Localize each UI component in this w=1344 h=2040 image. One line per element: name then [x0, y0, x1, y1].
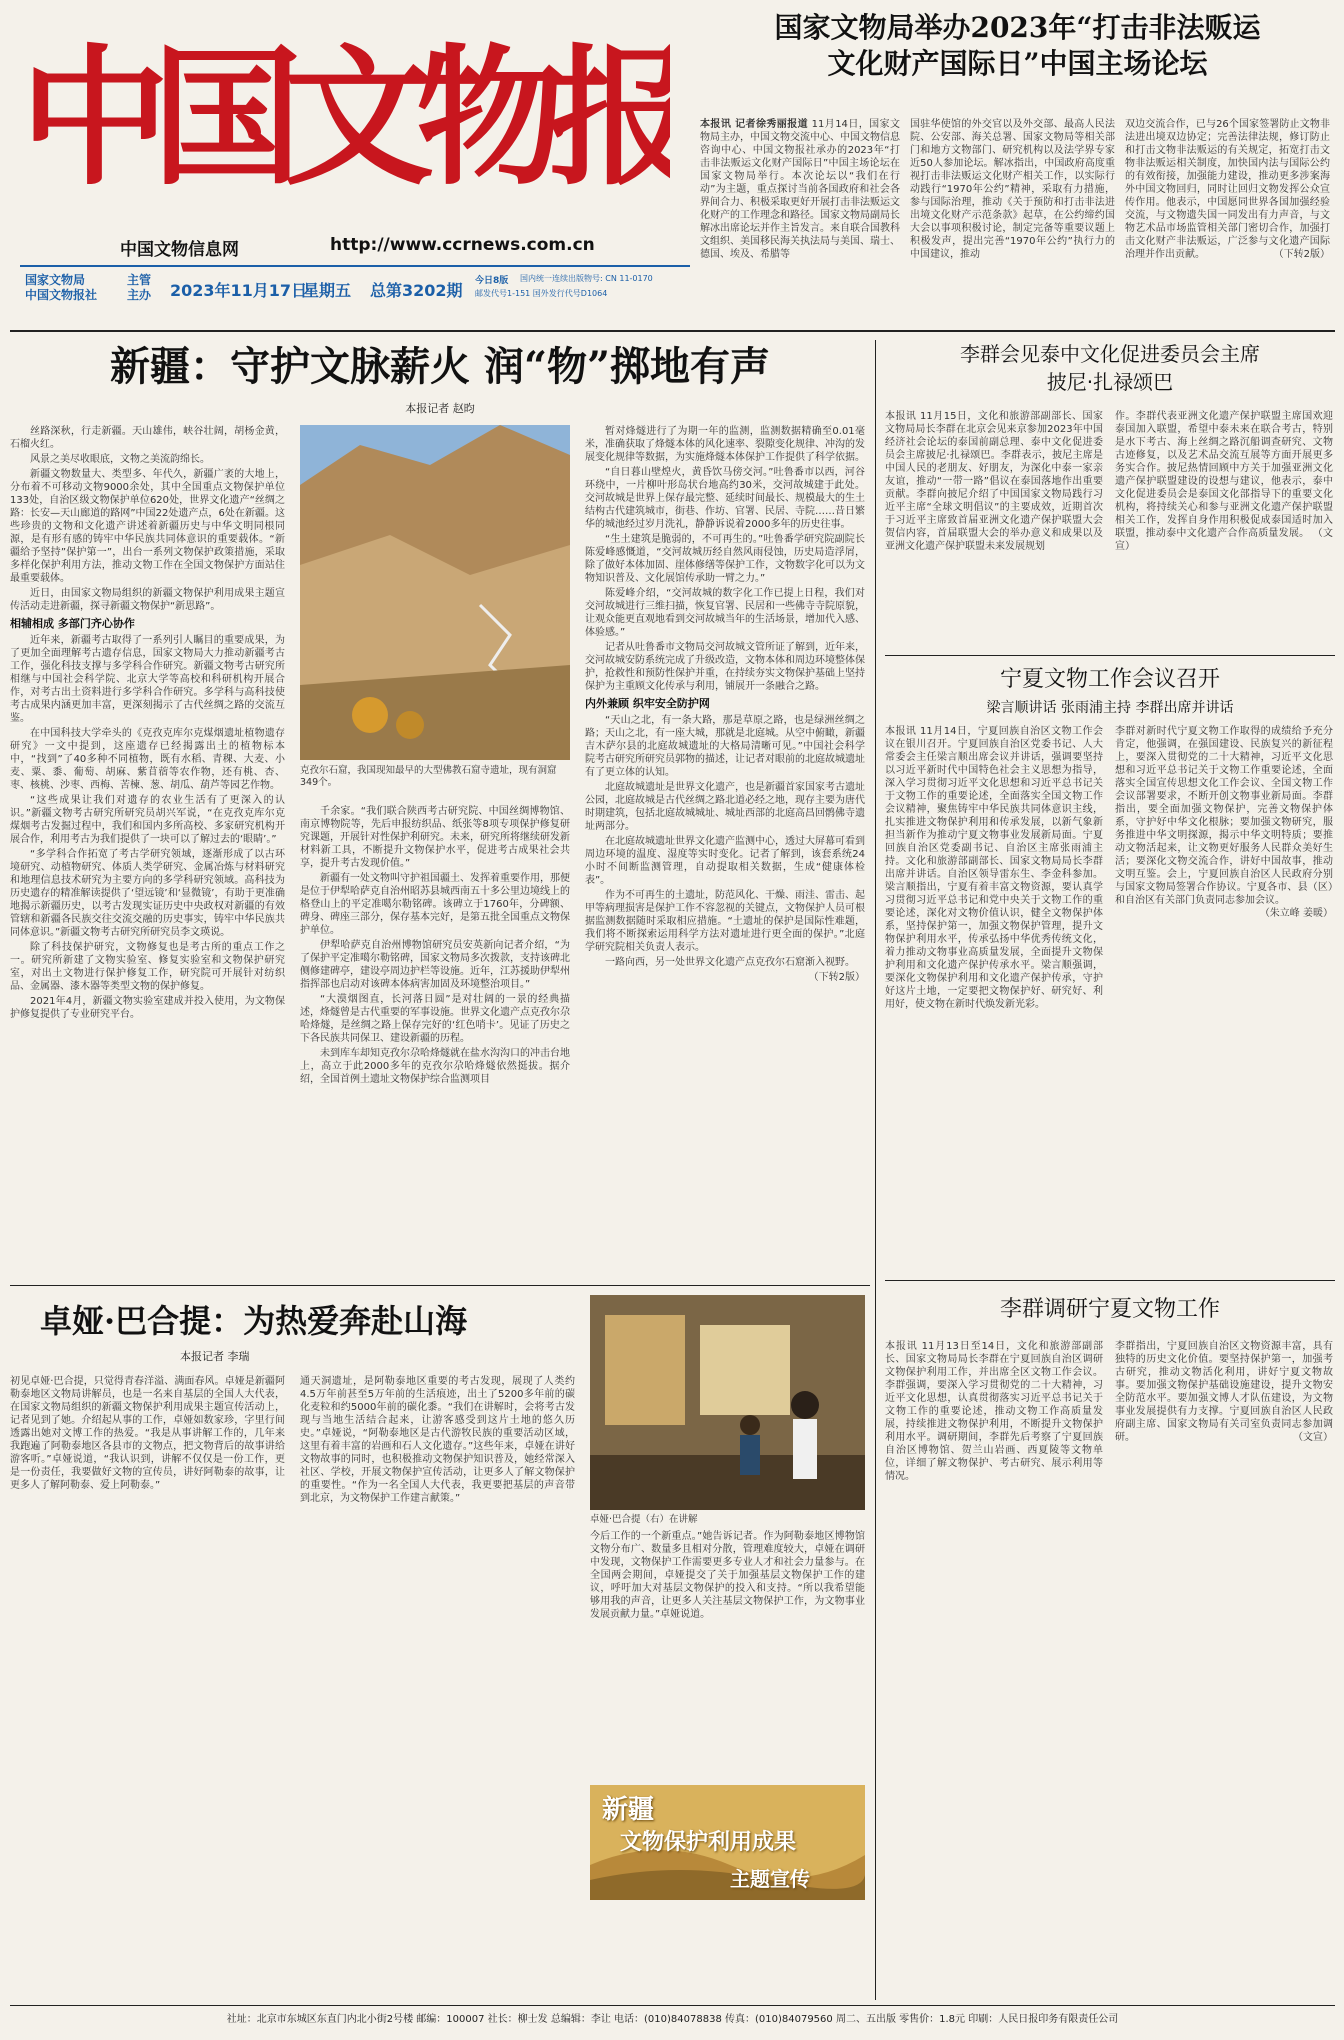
liqun-meeting-end: （文宣） — [1115, 528, 1333, 552]
banner-title3: 主题宣传 — [730, 1867, 810, 1891]
xinjiang-c2p2: 新疆有一处文物叫守护祖国疆土、发挥着重要作用，那便是位于伊犁哈萨克自治州昭苏县城西南五十多公里边境线上的格登山上的平定准噶尔勒铭碑。该碑立于1760年，分碑额、碑身、碑座三部分，保存基本完好，是第五批全国重点文物保护单位。 — [300, 873, 570, 936]
liqun-meeting-col2 — [1115, 410, 1333, 645]
top-story-col1 — [700, 118, 900, 261]
cliff-landscape-icon — [300, 425, 570, 760]
site-url[interactable]: http://www.ccrnews.com.cn — [330, 235, 595, 255]
liqun-divider — [885, 655, 1335, 656]
xinjiang-p1: 丝路深秋，行走新疆。天山雄伟，峡谷壮阔，胡杨金黄，石榴火红。 — [10, 426, 285, 450]
postal-code: 邮发代号1-151 国外发行代号D1064 — [475, 289, 608, 298]
masthead-divider — [10, 330, 1335, 332]
liqun-research-title: 李群调研宁夏文物工作 — [999, 1297, 1220, 1322]
xinjiang-article — [10, 340, 870, 1280]
xinjiang-p5: 近年来，新疆考古取得了一系列引人瞩目的重要成果，为了更加全面理解考古遗存信息，国家文物局大力推动新疆考古工作，强化科技支撑与多学科合作研究。新疆文物考古研究所相继与中国社会科学院、北京大学等高校和科研机构开展合作，对考古出土资料进行多学科合作研究。多学科与高科技使考古成果内涵更加丰富，更深刻揭示了古代丝绸之路的交流互鉴。 — [10, 635, 285, 724]
xinjiang-p6: 在中国科技大学牵头的《克孜克库尔克煤烟遗址植物遗存研究》一文中提到，这座遗存已经揭露出土的植物标本中，“找到”了40多种不同植物，既有水稻、青稞、大麦、小麦、粟、黍、葡萄、胡麻、紫苜蓿等农作物，还有桃、杏、枣、核桃、沙枣、西梅、苦楝、葱、胡瓜、葫芦等园艺作物。 — [10, 728, 285, 791]
xinjiang-p3: 新疆文物数量大、类型多、年代久，新疆广袤的大地上，分布着不可移动文物9000余处，其中全国重点文物保护单位133处，自治区级文物保护单位620处，世界文化遗产“丝绸之路：长安—天山廊道的路网”中国22处遗产点，6处在新疆。这些珍贵的文物和文化遗产讲述着新疆历史与中华文明同根同源，是有形有感的铸牢中华民族共同体意识的重要载体。“新疆给予坚持”保护第一”，出台一系列文物保护政策措施，采取多样化保护利用方法，推动文物工作在全国文物保护方面站住最重要载体。 — [10, 469, 285, 584]
site-name: 中国文物信息网 — [120, 240, 239, 260]
top-story-text3: 双边交流合作，已与26个国家签署防止文物非法进出境双边协定；完善法律法规，修订防止和打击文物非法贩运的有关规定，拓宽打击文物非法贩运相关制度，加快国内法与国际公约的有效衔接，加强能力建设，推动更多涉案海外中国文物回归，同时让回归文物发挥公众宣传作用。他表示，中国愿同世界各国加强经验交流，与文物遗失国一同发出有力声音，与文物艺术品市场监管相关部门密切合作，加强打击文化财产非法贩运，广泛参与文化遗产国际治理并作出贡献。 — [1125, 119, 1330, 260]
xinjiang-byline: 本报记者 赵昀 — [405, 402, 475, 415]
xinjiang-c2p5: 未到库车却知克孜尔尕哈烽燧就在盐水沟沟口的冲击台地上，高立于此2000多年的克孜尔尕哈烽燧依然挺拔。据介绍，全国首例土遗址文物保护综合监测项目 — [300, 1048, 570, 1085]
ningxia-article — [885, 665, 1335, 1275]
xinjiang-col3 — [585, 425, 865, 1275]
xinjiang-subhead1: 相辅相成 多部门齐心协作 — [10, 617, 135, 630]
page-count: 今日8版 — [475, 276, 509, 286]
xinjiang-c3p10: 一路向西，另一处世界文化遗产点克孜尔石窟渐入视野。 — [605, 957, 855, 968]
xinjiang-p9: 除了科技保护研究，文物修复也是考古所的重点工作之一。研究所新建了文物实验室、修复实验室和文物保护研究室，对出土文物进行保护修复工作，研究院可开展针对纺织品、金属器、漆木器等类型文物的保护修复。 — [10, 942, 285, 992]
issue-number: 总第3202期 — [370, 281, 463, 300]
xinjiang-continued: （下转2版） — [808, 972, 865, 983]
liqun-research-end: （文宣） — [1293, 1432, 1333, 1443]
liqun-meeting-article — [885, 340, 1335, 650]
banner-title1: 新疆 — [602, 1795, 655, 1825]
ningxia-subtitle: 梁言顺讲话 张雨浦主持 李群出席并讲话 — [986, 700, 1234, 716]
liqun-meeting-text2: 作。李群代表亚洲文化遗产保护联盟主席国欢迎泰国加入联盟，希望中泰未来在联合考古，特别是水下考古、海上丝绸之路沉船调查研究、文物古迹修复，以及艺术品交流互展等方面开展更多务实合作。披尼热情回顾中方关于加强亚洲文化遗产保护联盟建设的设想与建议，他表示，泰中文化促进委员会是泰国文化部指导下的重要文化机构，将持续关心和参与亚洲文化遗产保护联盟相关工作，发挥自身作用积极促成泰国适时加入联盟，推动泰中文化遗产合作高质量发展。 — [1115, 411, 1333, 539]
sponsor-org1: 国家文物局 — [25, 273, 86, 287]
top-story-continued: （下转2版） — [1273, 249, 1330, 260]
cn-number: 国内统一连续出版物号: CN 11-0170 — [520, 274, 653, 283]
ningxia-col2 — [1115, 725, 1333, 1270]
xinjiang-c3p4: 陈爱峰介绍，“交河故城的数字化工作已提上日程，我们对交河故城进行三维扫描，恢复官署、民居和一些佛寺寺院原貌，让观众能更直观地看到交河故城当年的生活场景，增加代入感、体验感。” — [585, 588, 865, 638]
xinjiang-p4: 近日，由国家文物局组织的新疆文物保护利用成果主题宣传活动走进新疆，探寻新疆文物保护“新思路”。 — [10, 588, 285, 612]
top-story-text1: 11月14日，国家文物局主办，中国文物交流中心、中国文物信息咨询中心、中国文物报社承办的2023年“打击非法贩运文化财产国际日”中国主场论坛在国家文物局举行。本次论坛以“我们在行动”为主题，重点探讨当前各国政府和社会各界间合力、积极采取更好开展打击非法贩运文化财产的工作理念和路径。国家文物局副局长解冰出席论坛并作主旨发言。来自联合国教科文组织、美国移民海关执法局与美国、瑞士、德国、埃及、希腊等 — [700, 119, 900, 260]
sponsor-label: 主管 主办 — [127, 273, 152, 302]
footer-rule — [10, 2005, 1335, 2006]
top-story — [700, 10, 1335, 325]
zhuoya-col3: 今后工作的一个新重点。”她告诉记者。作为阿勒泰地区博物馆文物分布广、数量多且相对分散，管理难度较大，卓娅在调研中发现，文物保护工作需要更多专业人才和社会力量参与。在全国两会期间，卓娅提交了关于加强基层文物保护工作的建议，呼吁加大对基层文物保护的投入和支持。“所以我希望能够用我的声音，让更多人关注基层文物保护工作，为文物事业发展贡献力量。”卓娅说道。 — [590, 1531, 865, 1620]
masthead-rule — [20, 265, 690, 267]
xinjiang-c3p3: “生土建筑是脆弱的，不可再生的。”吐鲁番学研究院副院长陈爱峰感慨道，“交河故城历经自然风雨侵蚀，历史局造浮屑，除了做好本体加固、崖体修缮等保护工作，文物数字化可以为文物知识普及、文化展馆传承助一臂之力。” — [585, 534, 865, 584]
xinjiang-c3p1: 暂对烽燧进行了为期一年的监测，监测数据精确至0.01毫米，准确获取了烽燧本体的风化速率、裂隙变化规律、冲沟的发展变化规律等数据，为实施烽燧本体保护工作提供了科学依据。 — [585, 426, 865, 463]
xinjiang-c3p2: “自日暮山壁煌火，黄昏饮马傍交河。”吐鲁番市以西，河谷环绕中，一片柳叶形岛状台地高约30米，交河故城建于此处。交河故城是世界上保存最完整、延续时间最长、规模最大的生土结构古代建筑城市，街巷、作坊、官署、民居、寺院……昔日繁华的城池经过岁月洗礼，静静诉说着2000多年的历史往事。 — [585, 467, 865, 530]
xinjiang-p8: “多学科合作拓宽了考古学研究领域，逐渐形成了以古环境研究、动植物研究、体质人类学研究、金属冶炼与材料研究和地理信息技术研究为主要方向的多学科研究领域。高科技为历史遗存的精准解读提供了‘望远镜’和‘显微镜’，有助于更准确地揭示新疆历史，以考古发现实证历史中央政权对新疆的有效管辖和新疆各民族交往交流交融的历史事实，铸牢中华民族共同体意识。”新疆文物考古研究所研究员李文瑛说。 — [10, 849, 285, 938]
xinjiang-c3p7: 北庭故城遗址是世界文化遗产，也是新疆首家国家考古遗址公园，北庭故城是古代丝绸之路北道必经之地，现存主要为唐代时期建筑，包括北庭故城城址、城址西部的北庭高昌回鹘佛寺遗址两部分。 — [585, 782, 865, 832]
logo-calligraphy-icon — [10, 10, 670, 210]
zhuoya-byline: 本报记者 李瑞 — [180, 1350, 250, 1363]
top-story-title-line2: 文化财产国际日”中国主场论坛 — [827, 47, 1208, 80]
xinjiang-c3p9: 作为不可再生的土遗址，防范风化、干燥、雨洼、雷击、起甲等病理损害是保护工作不容忽视的关键点，文物保护人员可根据监测数据随时采取相应措施。“土遗址的保护是国际性难题，我们将不断探索运用科学方法对遗址进行更全面的保护。”北庭学研究院相关负责人表示。 — [585, 890, 865, 953]
ningxia-col1: 本报讯 11月14日，宁夏回族自治区文物工作会议在银川召开。宁夏回族自治区党委书记、人大常委会主任梁言顺出席会议并讲话，强调要坚持以习近平新时代中国特色社会主义思想为指导，深入学习贯彻习近平文化思想和习近平总书记关于文物工作的重要论述，全面落实全国文物工作会议精神，聚焦铸牢中华民族共同体意识主线，扎实推进文物保护利用和传承发展，以新气象新担当新作为推动宁夏文物事业发展新局面。宁夏回族自治区党委副书记、自治区主席张雨浦主持。文化和旅游部副部长、国家文物局局长李群出席并讲话。自治区领导雷东生、李金科参加。梁言顺指出，宁夏有着丰富文物资源，要认真学习贯彻习近平总书记和党中央关于文物工作的重要论述，深化对文物价值认识，健全文物保护体系，坚持保护第一，加强文物保护管理，提升文物保护利用水平，传承弘扬中华优秀传统文化，着力推动文物事业高质量发展，全面提升文物保护利用和文化遗产保护传承水平。梁言顺强调，要深化文物保护利用和文化遗产保护传承，守护好这片土地，一定要把文物保护好、研究好、利用好，使文物在新时代焕发新光彩。 — [885, 726, 1103, 1010]
liqun-meeting-title — [885, 340, 1335, 396]
liqun-research-article — [885, 1290, 1335, 1990]
xinjiang-col2 — [300, 805, 570, 1275]
issue-date: 2023年11月17日 — [170, 281, 308, 300]
footer-info: 社址：北京市东城区东直门内北小街2号楼 邮编：100007 社长：柳士发 总编辑：李让 电话：(010)84078838 传真：(010)84079560 周二、五出版 零售价：1.8元 印刷：人民日报印务有限责任公司 — [226, 2014, 1119, 2025]
banner-title2: 文物保护利用成果 — [620, 1829, 797, 1855]
xinjiang-title: 新疆：守护文脉薪火 润“物”掷地有声 — [110, 343, 770, 390]
liqun-meeting-title-line2: 披尼·扎禄颂巴 — [1046, 370, 1174, 394]
top-story-col3 — [1125, 118, 1330, 261]
ningxia-divider — [885, 1280, 1335, 1281]
top-story-title-line1: 国家文物局举办2023年“打击非法贩运 — [774, 11, 1261, 44]
xinjiang-c3p5: 记者从吐鲁番市文物局交河故城文管所证了解到，近年来，交河故城安防系统完成了升级改造，文物本体和周边环境整体保护，抢救性和预防性保护并重，在持续夯实文物保护基础上坚持保护为主重顾文化传承与利用，铺展开一条融合之路。 — [585, 642, 865, 692]
sponsor-org2: 中国文物报社 — [25, 288, 98, 302]
masthead — [10, 10, 700, 325]
top-story-title — [700, 10, 1335, 82]
xinjiang-c2p4: “大漠烟图直，长河落日圆”是对壮阔的一景的经典描述，烽燧曾是古代重要的军事设施。世界文化遗产点克孜尔尕哈烽燧，是丝绸之路上保存完好的‘红色哨卡’。见证了历史之下各民族共同保卫、建设新疆的历程。 — [300, 994, 570, 1044]
ningxia-end: （朱立峰 姜暖） — [1259, 908, 1333, 919]
svg-text:中国文物报: 中国文物报 — [20, 30, 670, 206]
theme-banner — [590, 1785, 865, 1900]
ningxia-text2: 李群对新时代宁夏文物工作取得的成绩给予充分肯定，他强调，在强国建设、民族复兴的新征程上，要深入贯彻党的二十大精神，习近平文化思想和习近平总书记关于文物工作重要论述，全面落实全国宣传思想文化工作会议、全国文物工作会议部署要求，不断开创文物事业新局面。李群指出，要全面加强文物保护，完善文物保护体系，守护好中华文化根脉；要加强文物研究，服务推进中华文明探源，揭示中华文明特质；要推动文物活起来，让文物更好服务人民群众美好生活；要深化文物交流合作，讲好中国故事，推动文明互鉴。会上，宁夏回族自治区人民政府分别与国家文物局签署合作协议。宁夏各市、县（区）和自治区有关部门负责同志参加会议。 — [1115, 726, 1333, 906]
liqun-meeting-title-line1: 李群会见泰中文化促进委员会主席 — [960, 342, 1260, 366]
liqun-research-text2: 李群指出，宁夏回族自治区文物资源丰富，具有独特的历史文化价值。要坚持保护第一，加强考古研究，推动文物活化利用，讲好宁夏文物故事。要加强文物保护基础设施建设，提升文物安全防范水平。要加强文博人才队伍建设，为文物事业发展提供有力支撑。宁夏回族自治区人民政府副主席、国家文物局有关司室负责同志参加调研。 — [1115, 1341, 1333, 1443]
liqun-meeting-col1: 本报讯 11月15日，文化和旅游部副部长、国家文物局局长李群在北京会见来京参加2023年中国经济社会论坛的泰国前副总理、泰中文化促进委员会主席披尼·扎禄颂巴。李群表示，披尼主席是中国人民的老朋友、好朋友，为深化中泰一家亲友谊，推动“一带一路”倡议在泰国落地作出重要贡献。李群向披尼介绍了中国国家文物局践行习近平主席“全球文明倡议”的主要成效，近期首次于习近平主席致首届亚洲文化遗产保护联盟大会贺信内容，首届联盟大会的举办意义和成果以及亚洲文化遗产保护联盟未来发展规划 — [885, 411, 1103, 552]
zhuoya-photo-caption: 卓娅·巴合提（右）在讲解 — [590, 1514, 698, 1525]
zhuoya-photo — [590, 1295, 865, 1510]
liqun-research-col2 — [1115, 1340, 1333, 1985]
xinjiang-p10: 2021年4月，新疆文物实验室建成并投入使用，为文物保护修复提供了专业研究平台。 — [10, 996, 285, 1020]
zhuoya-col2: 通天洞遗址，是阿勒泰地区重要的考古发现，展现了人类约4.5万年前甚至5万年前的生活痕迹，出土了5200多年前的碳化麦粒和约5000年前的碳化黍。“我们在讲解时，会将考古发现与当地生活结合起来，让游客感受到这片土地的悠久历史。”卓娅说，“阿勒泰地区是古代游牧民族的重要活动区域，这里有着丰富的岩画和石人文化遗存。”这些年来，卓娅在讲好文物故事的同时，也积极推动文物保护知识普及，她经常深入社区、学校，开展文物保护宣传活动，让更多人了解文物保护的重要性。“作为一名全国人大代表，我更要把基层的声音带到北京，为文物保护工作建言献策。” — [300, 1376, 575, 1504]
xinjiang-p7: “这些成果让我们对遗存的农业生活有了更深入的认识。”新疆文物考古研究所研究员胡兴军说，“在克孜克库尔克煤烟考古发掘过程中，我们和国内多所高校、多家研究机构开展合作，利用考古为我们提供了一块可以了解过去的‘眼睛’。” — [10, 795, 285, 845]
xinjiang-subhead2: 内外兼顾 织牢安全防护网 — [585, 697, 710, 710]
ningxia-title: 宁夏文物工作会议召开 — [999, 667, 1220, 692]
top-story-col2: 国驻华使馆的外交官以及外交部、最高人民法院、公安部、海关总署、国家文物局等相关部门和地方文物部门、研究机构以及法学界专家近50人参加论坛。解冰指出，中国政府高度重视打击非法贩运文化财产相关工作，以实际行动践行“1970年公约”精神，采取有力措施，参与国际治理，推动《关于预防和打击非法进出境文化财产示范条款》起草，在公约缔约国大会以事项积极讨论，制定完备等重要议题上积极发声，提出完善“1970年公约”执行力的中国建议，推动 — [910, 119, 1115, 260]
xinjiang-col1 — [10, 425, 285, 1275]
top-story-byline: 本报讯 记者徐秀丽报道 — [700, 119, 809, 130]
zhuoya-title: 卓娅·巴合提：为热爱奔赴山海 — [40, 1302, 468, 1340]
xinjiang-c2p3: 伊犁哈萨克自治州博物馆研究员安英新向记者介绍，“为了保护平定准噶尔勒铭碑，国家文物局多次拨款，支持该碑北侧修建碑亭，建设亭周边护栏等设施。近年，江苏援助伊犁州指挥部也启动对该碑本体病害加固及环境整治项目。” — [300, 940, 570, 990]
sponsor-orgs — [25, 273, 97, 303]
section-divider — [10, 1285, 870, 1286]
xinjiang-c2p1: 千余家。“我们联合陕西考古研究院、中国丝绸博物馆、南京博物院等，先后申报纺织品、纸张等8项专项保护修复研究课题，开展针对性保护利研究。未来，研究所将继续研发新材料新工具，不断提升文物保护水平，促进考古成果社会共享，提升考古发现价值。” — [300, 806, 570, 869]
kizil-photo-caption: 克孜尔石窟，我国现知最早的大型佛教石窟寺遗址，现有洞窟349个。 — [300, 765, 557, 788]
xinjiang-c3p8: 在北庭故城遗址世界文化遗产监测中心，透过大屏幕可看到周边环境的温度、湿度等实时变化。记者了解到，该套系统24小时不间断监测管理，自动提取相关数据，生成“健康体检表”。 — [585, 836, 865, 886]
column-divider — [875, 340, 876, 2000]
kizil-caves-photo — [300, 425, 570, 760]
issue-weekday: 星期五 — [303, 281, 352, 300]
zhuoya-article — [10, 1290, 870, 2000]
xinjiang-p2: 风景之美尽收眼底，文物之美流韵绵长。 — [30, 454, 210, 465]
museum-interior-icon — [590, 1295, 865, 1510]
zhuoya-col1: 初见卓娅·巴合提，只觉得青春洋溢、满面春风。卓娅是新疆阿勒泰地区文物局讲解员，也是一名来自基层的全国人大代表，在国家文物局组织的新疆文物保护利用成果主题宣传活动上，记者见到了她。介绍起从事的工作，卓娅如数家珍，字里行间透露出她对文博工作的热爱。“我是从事讲解工作的，几年来我跑遍了阿勒泰地区各县市的文物点，把文物背后的故事讲给游客听。”卓娅说道，“我认识到，讲解不仅仅是一份工作，更是一份责任，我要做好文物的宣传员，讲好阿勒泰的故事，让更多人了解阿勒泰、爱上阿勒泰。” — [10, 1376, 285, 1491]
newspaper-logo — [10, 10, 670, 210]
xinjiang-c3p6: “天山之北，有一条大路，那是草原之路，也是绿洲丝绸之路；天山之北，有一座大城，那就是北庭城。从空中俯瞰，新疆吉木萨尔县的北庭故城遗址的大格局清晰可见。”中国社会科学院考古研究所研究员郭物的描述，让记者对眼前的北庭故城遗址有了更立体的认知。 — [585, 715, 865, 778]
liqun-research-col1: 本报讯 11月13日至14日，文化和旅游部副部长、国家文物局局长李群在宁夏回族自治区调研文物保护利用工作，并出席全区文物工作会议。李群强调，要深入学习贯彻党的二十大精神，习近平文化思想，认真贯彻落实习近平总书记关于文物工作的重要论述，推动文物工作高质量发展，持续推进文物保护利用，不断提升文物保护利用水平。调研期间，李群先后考察了宁夏回族自治区博物馆、贺兰山岩画、西夏陵等文物单位，详细了解文物保护、考古研究、展示利用等情况。 — [885, 1341, 1103, 1482]
